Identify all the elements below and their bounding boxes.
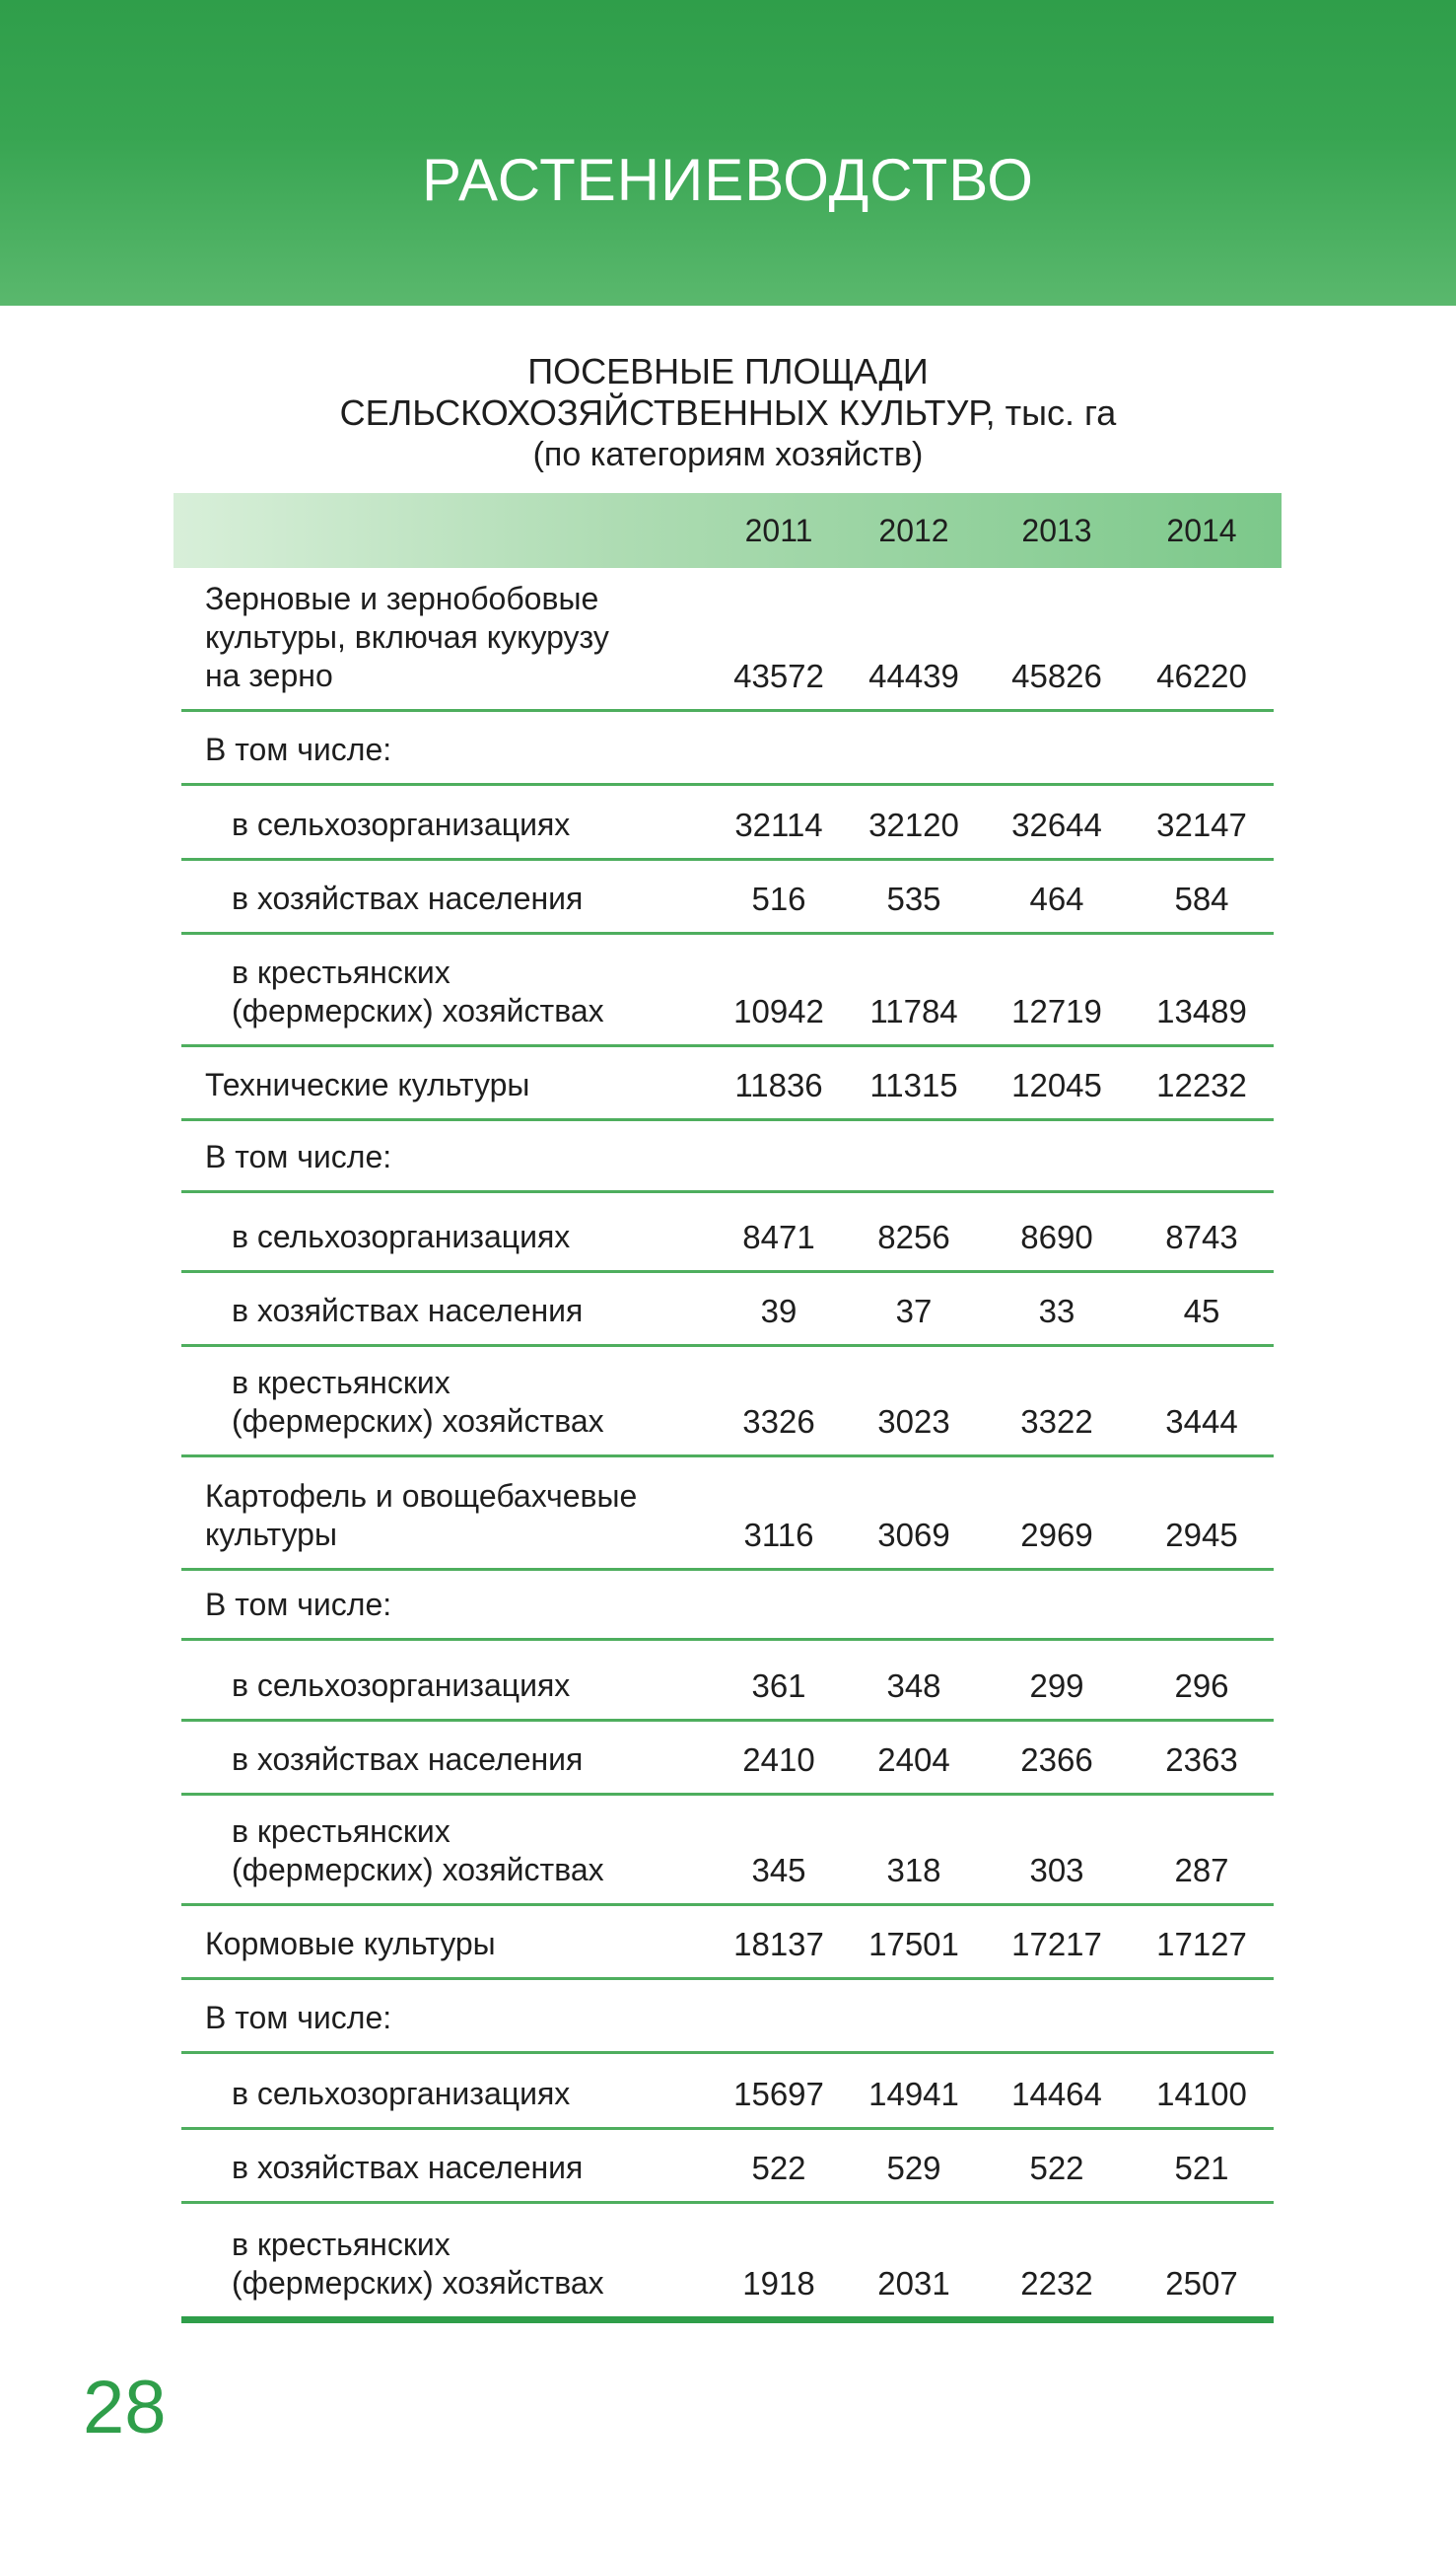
cell-2014: 32147	[1156, 807, 1247, 843]
table-row-subheading	[181, 1980, 1274, 2054]
row-label: В том числе:	[205, 1139, 392, 1174]
year-header-2013: 2013	[1021, 513, 1092, 548]
table-title	[0, 351, 1456, 475]
table-row	[181, 1796, 1274, 1906]
table-row	[181, 1273, 1274, 1347]
cell-2012: 32120	[868, 807, 959, 843]
table-title-line-2: СЕЛЬСКОХОЗЯЙСТВЕННЫХ КУЛЬТУР, тыс. га	[339, 392, 1117, 433]
cell-2011: 522	[751, 2150, 806, 2186]
table-row	[181, 1641, 1274, 1722]
table-row	[181, 861, 1274, 935]
table-row-potato-vegetables	[181, 1457, 1274, 1571]
table-row	[181, 786, 1274, 861]
cell-2011: 39	[760, 1293, 797, 1329]
cell-2014: 12232	[1156, 1067, 1247, 1103]
section-title: РАСТЕНИЕВОДСТВО	[422, 147, 1034, 213]
cell-2011: 11836	[734, 1067, 823, 1103]
row-label: Картофель и овощебахчевые культуры	[205, 1478, 638, 1552]
table-row-fodder	[181, 1906, 1274, 1980]
cell-2014: 14100	[1156, 2076, 1247, 2112]
table-row-subheading	[181, 1121, 1274, 1193]
cell-2012: 529	[886, 2150, 941, 2186]
table-row	[181, 1722, 1274, 1796]
row-label: Кормовые культуры	[205, 1926, 496, 1961]
year-header-bar	[173, 493, 1282, 568]
cell-2011: 345	[751, 1852, 806, 1888]
cell-2011: 2410	[742, 1741, 815, 1778]
crop-area-table	[181, 568, 1274, 2323]
year-header-2012: 2012	[878, 513, 949, 548]
cell-2014: 2507	[1165, 2265, 1238, 2302]
cell-2013: 464	[1029, 881, 1084, 917]
cell-2014: 2945	[1165, 1517, 1238, 1553]
cell-2014: 46220	[1156, 658, 1247, 694]
cell-2013: 303	[1029, 1852, 1084, 1888]
cell-2013: 8690	[1020, 1219, 1093, 1255]
row-label: в хозяйствах населения	[232, 881, 584, 916]
row-label: в хозяйствах населения	[232, 1293, 584, 1328]
row-label: в сельхозорганизациях	[232, 807, 571, 842]
row-label: в крестьянских (фермерских) хозяйствах	[232, 2227, 604, 2301]
cell-2013: 522	[1029, 2150, 1084, 2186]
cell-2013: 12719	[1011, 993, 1102, 1029]
row-label: В том числе:	[205, 732, 392, 767]
row-label: В том числе:	[205, 1587, 392, 1622]
cell-2014: 8743	[1165, 1219, 1238, 1255]
cell-2011: 3116	[743, 1517, 814, 1553]
cell-2013: 32644	[1011, 807, 1102, 843]
table-row	[181, 1193, 1274, 1273]
cell-2013: 12045	[1011, 1067, 1102, 1103]
table-row-subheading	[181, 1571, 1274, 1641]
cell-2012: 348	[886, 1667, 941, 1704]
row-label: в сельхозорганизациях	[232, 1219, 571, 1254]
row-label: Технические культуры	[205, 1067, 530, 1102]
cell-2011: 3326	[742, 1403, 815, 1440]
cell-2012: 44439	[868, 658, 959, 694]
cell-2011: 516	[751, 881, 806, 917]
cell-2014: 3444	[1165, 1403, 1238, 1440]
cell-2014: 287	[1174, 1852, 1229, 1888]
cell-2014: 45	[1183, 1293, 1220, 1329]
cell-2013: 17217	[1011, 1926, 1102, 1962]
table-row	[181, 935, 1274, 1047]
cell-2013: 299	[1029, 1667, 1084, 1704]
cell-2013: 14464	[1011, 2076, 1102, 2112]
cell-2012: 11784	[869, 993, 958, 1029]
cell-2012: 2031	[877, 2265, 950, 2302]
cell-2014: 17127	[1156, 1926, 1247, 1962]
table-title-line-3: (по категориям хозяйств)	[532, 436, 924, 473]
table-title-line-1: ПОСЕВНЫЕ ПЛОЩАДИ	[527, 351, 929, 391]
cell-2014: 13489	[1156, 993, 1247, 1029]
cell-2014: 584	[1174, 881, 1229, 917]
table-row	[181, 2130, 1274, 2204]
page-number: 28	[83, 2366, 167, 2449]
cell-2014: 296	[1174, 1667, 1229, 1704]
cell-2012: 535	[886, 881, 941, 917]
cell-2013: 3322	[1020, 1403, 1093, 1440]
row-label: в крестьянских (фермерских) хозяйствах	[232, 1365, 604, 1439]
cell-2012: 318	[886, 1852, 941, 1888]
cell-2011: 18137	[733, 1926, 824, 1962]
row-label: в хозяйствах населения	[232, 2150, 584, 2185]
cell-2012: 8256	[877, 1219, 950, 1255]
cell-2011: 8471	[742, 1219, 815, 1255]
table-row-technical	[181, 1047, 1274, 1121]
table-row-subheading	[181, 712, 1274, 786]
cell-2013: 2366	[1020, 1741, 1093, 1778]
cell-2011: 43572	[733, 658, 824, 694]
cell-2012: 14941	[868, 2076, 959, 2112]
cell-2012: 3069	[877, 1517, 950, 1553]
row-label: в крестьянских (фермерских) хозяйствах	[232, 1813, 604, 1887]
row-label: В том числе:	[205, 2000, 392, 2035]
cell-2012: 17501	[868, 1926, 959, 1962]
cell-2013: 45826	[1011, 658, 1102, 694]
cell-2012: 3023	[877, 1403, 950, 1440]
cell-2011: 15697	[733, 2076, 824, 2112]
cell-2014: 521	[1174, 2150, 1229, 2186]
cell-2011: 361	[751, 1667, 806, 1704]
cell-2013: 33	[1038, 1293, 1075, 1329]
cell-2012: 2404	[877, 1741, 950, 1778]
table-row	[181, 2204, 1274, 2323]
cell-2011: 1918	[742, 2265, 815, 2302]
cell-2013: 2232	[1020, 2265, 1093, 2302]
row-label: в сельхозорганизациях	[232, 1667, 571, 1703]
row-label: в сельхозорганизациях	[232, 2076, 571, 2111]
year-header-2011: 2011	[744, 513, 813, 548]
cell-2012: 11315	[869, 1067, 958, 1103]
table-row	[181, 2054, 1274, 2130]
row-label: Зерновые и зернобобовые культуры, включая кукурузу на зерно	[205, 581, 609, 693]
cell-2013: 2969	[1020, 1517, 1093, 1553]
row-label: в хозяйствах населения	[232, 1741, 584, 1777]
row-label: в крестьянских (фермерских) хозяйствах	[232, 955, 604, 1028]
table-row-grain	[181, 568, 1274, 712]
cell-2012: 37	[895, 1293, 933, 1329]
year-header-2014: 2014	[1166, 513, 1237, 548]
cell-2011: 10942	[733, 993, 824, 1029]
cell-2011: 32114	[734, 807, 823, 843]
table-row	[181, 1347, 1274, 1457]
cell-2014: 2363	[1165, 1741, 1238, 1778]
